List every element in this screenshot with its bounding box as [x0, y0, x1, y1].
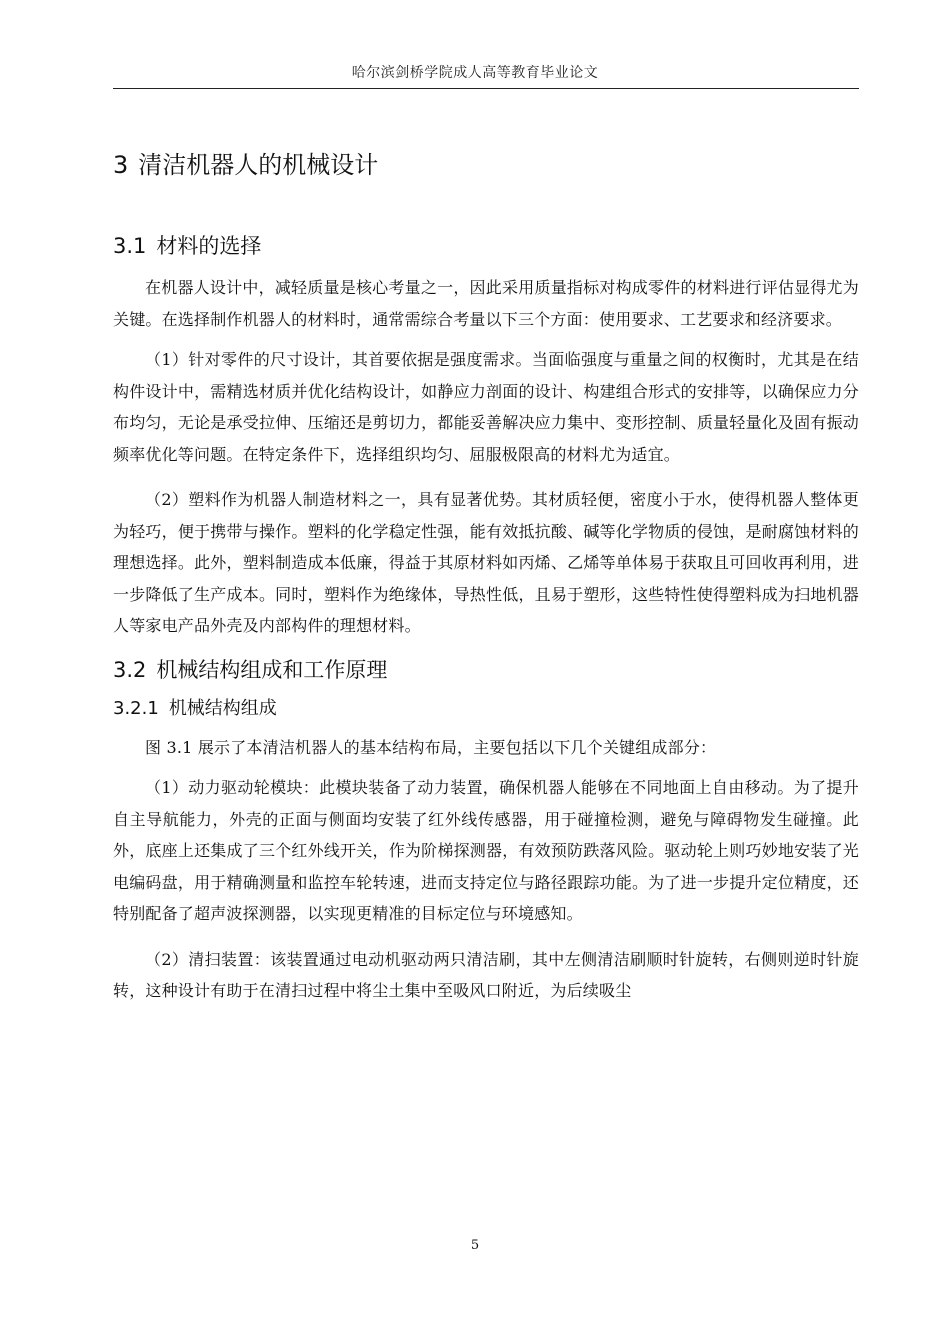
section-heading [113, 656, 859, 684]
paragraph: （2）塑料作为机器人制造材料之一，具有显著优势。其材质轻便，密度小于水，使得机器人整体更为轻巧，便于携带与操作。塑料的化学稳定性强，能有效抵抗酸、碱等化学物质的侵蚀，是耐腐蚀材料的理想选择。此外，塑料制造成本低廉，得益于其原材料如丙烯、乙烯等单体易于获取且可回收再利用，进一步降低了生产成本。同时，塑料作为绝缘体，导热性低，且易于塑形，这些特性使得塑料成为扫地机器人等家电产品外壳及内部构件的理想材料。 [113, 490, 859, 635]
paragraph: （2）清扫装置：该装置通过电动机驱动两只清洁刷，其中左侧清洁刷顺时针旋转，右侧则逆时针旋转，这种设计有助于在清扫过程中将尘土集中至吸风口附近，为后续吸尘 [113, 949, 859, 1000]
running-header: 哈尔滨剑桥学院成人高等教育毕业论文 [351, 65, 599, 81]
section-title: 材料的选择 [156, 234, 262, 258]
paragraph: （1）针对零件的尺寸设计，其首要依据是强度需求。当面临强度与重量之间的权衡时，尤其是在结构件设计中，需精选材质并优化结构设计，如静应力剖面的设计、构建组合形式的安排等，以确保应力分布均匀，无论是承受拉伸、压缩还是剪切力，都能妥善解决应力集中、变形控制、质量轻量化及固有振动频率优化等问题。在特定条件下，选择组织均匀、屈服极限高的材料尤为适宜。 [113, 350, 859, 464]
section-title: 机械结构组成和工作原理 [156, 657, 388, 682]
paragraph: 在机器人设计中，减轻质量是核心考量之一，因此采用质量指标对构成零件的材料进行评估显得尤为关键。在选择制作机器人的材料时，通常需综合考量以下三个方面：使用要求、工艺要求和经济要求。 [113, 278, 859, 329]
chapter-title: 清洁机器人的机械设计 [138, 151, 379, 179]
chapter-heading [113, 150, 859, 180]
subsection-heading [113, 696, 859, 722]
section-number: 3.1 [113, 234, 147, 258]
subsection-title: 机械结构组成 [168, 697, 277, 719]
section-heading [113, 232, 859, 260]
header-rule [113, 88, 859, 89]
subsection-number: 3.2.1 [113, 697, 159, 719]
page-content [113, 140, 859, 1007]
chapter-number: 3 [113, 151, 129, 179]
paragraph: （1）动力驱动轮模块：此模块装备了动力装置，确保机器人能够在不同地面上自由移动。为了提升自主导航能力，外壳的正面与侧面均安装了红外线传感器，用于碰撞检测，避免与障碍物发生碰撞。此外，底座上还集成了三个红外线开关，作为阶梯探测器，有效预防跌落风险。驱动轮上则巧妙地安装了光电编码盘，用于精确测量和监控车轮转速，进而支持定位与路径跟踪功能。为了进一步提升定位精度，还特别配备了超声波探测器，以实现更精准的目标定位与环境感知。 [113, 778, 859, 923]
page-number: 5 [470, 1238, 480, 1253]
section-number: 3.2 [113, 657, 147, 682]
paragraph: 图 3.1 展示了本清洁机器人的基本结构布局，主要包括以下几个关键组成部分： [145, 737, 717, 757]
